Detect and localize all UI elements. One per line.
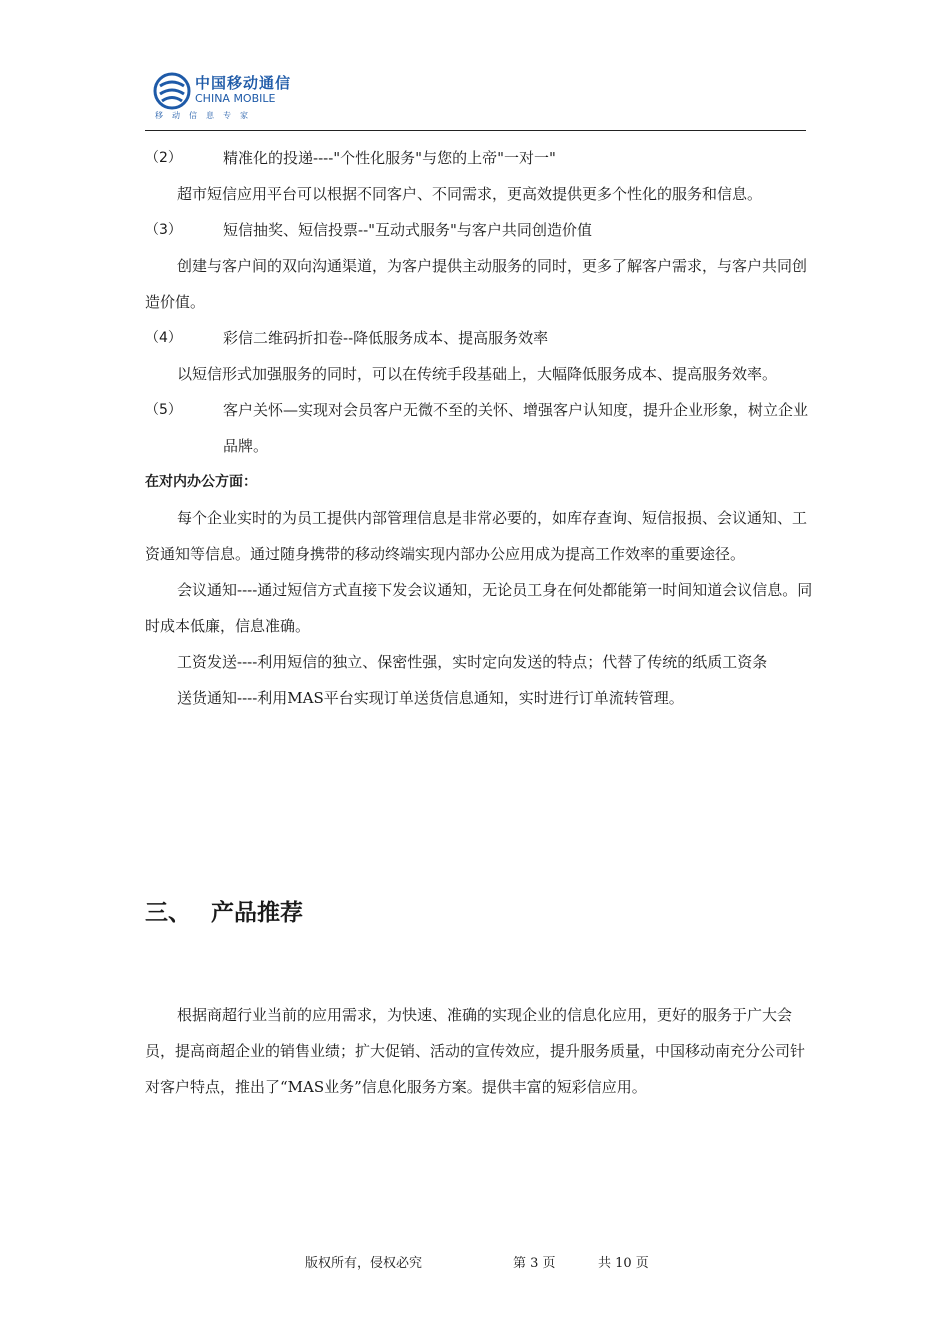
paragraph: 根据商超行业当前的应用需求，为快速、准确的实现企业的信息化应用，更好的服务于广大会员，提高商超企业的销售业绩；扩大促销、活动的宣传效应，提升服务质量，中国移动南充分公司针对客户特点，推出了“MAS业务”信息化服务方案。提供丰富的短彩信应用。	[145, 1006, 806, 1096]
paragraph: 每个企业实时的为员工提供内部管理信息是非常必要的，如库存查询、短信报损、会议通知、工资通知等信息。通过随身携带的移动终端实现内部办公应用成为提高工作效率的重要途径。	[145, 509, 808, 563]
list-item	[145, 392, 813, 464]
footer-page-number: 第 3 页	[513, 1256, 556, 1271]
list-item	[145, 140, 813, 176]
footer-copyright: 版权所有，侵权必究	[305, 1256, 423, 1271]
subheading-internal-office: 在对内办公方面：	[145, 474, 257, 490]
paragraph: 会议通知----通过短信方式直接下发会议通知，无论员工身在何处都能第一时间知道会议信息。同时成本低廉，信息准确。	[145, 581, 813, 635]
section-number: 三、	[145, 900, 191, 926]
logo-tagline: 移动信息专家	[155, 111, 257, 120]
footer-total-pages: 共 10 页	[598, 1256, 649, 1271]
item-text: 客户关怀—实现对会员客户无微不至的关怀、增强客户认知度，提升企业形象，树立企业品牌。	[223, 401, 809, 455]
list-item	[145, 320, 813, 356]
paragraph: 工资发送----利用短信的独立、保密性强，实时定向发送的特点；代替了传统的纸质工资条	[177, 653, 768, 671]
logo-english-name: CHINA MOBILE	[195, 92, 276, 105]
item-number: （2）	[145, 150, 182, 166]
paragraph: 以短信形式加强服务的同时，可以在传统手段基础上，大幅降低服务成本、提高服务效率。	[177, 365, 778, 383]
item-number: （4）	[145, 330, 182, 346]
item-text: 精准化的投递----"个性化服务"与您的上帝"一对一"	[223, 149, 556, 167]
china-mobile-logo	[153, 68, 292, 126]
main-content	[145, 140, 813, 716]
section-heading	[145, 894, 303, 927]
logo-chinese-name: 中国移动通信	[195, 74, 292, 92]
paragraph: 超市短信应用平台可以根据不同客户、不同需求，更高效提供更多个性化的服务和信息。	[177, 185, 763, 203]
paragraph: 创建与客户间的双向沟通渠道，为客户提供主动服务的同时，更多了解客户需求，与客户共同创造价值。	[145, 257, 808, 311]
item-text: 短信抽奖、短信投票--"互动式服务"与客户共同创造价值	[223, 221, 592, 239]
china-mobile-logo-icon	[153, 72, 191, 110]
header-rule	[145, 130, 806, 131]
list-item	[145, 212, 813, 248]
item-number: （3）	[145, 222, 182, 238]
paragraph: 送货通知----利用MAS平台实现订单送货信息通知，实时进行订单流转管理。	[177, 689, 684, 707]
item-number: （5）	[145, 402, 182, 418]
item-text: 彩信二维码折扣卷--降低服务成本、提高服务效率	[223, 329, 549, 347]
section-body	[145, 997, 813, 1105]
section-title: 产品推荐	[211, 900, 303, 926]
